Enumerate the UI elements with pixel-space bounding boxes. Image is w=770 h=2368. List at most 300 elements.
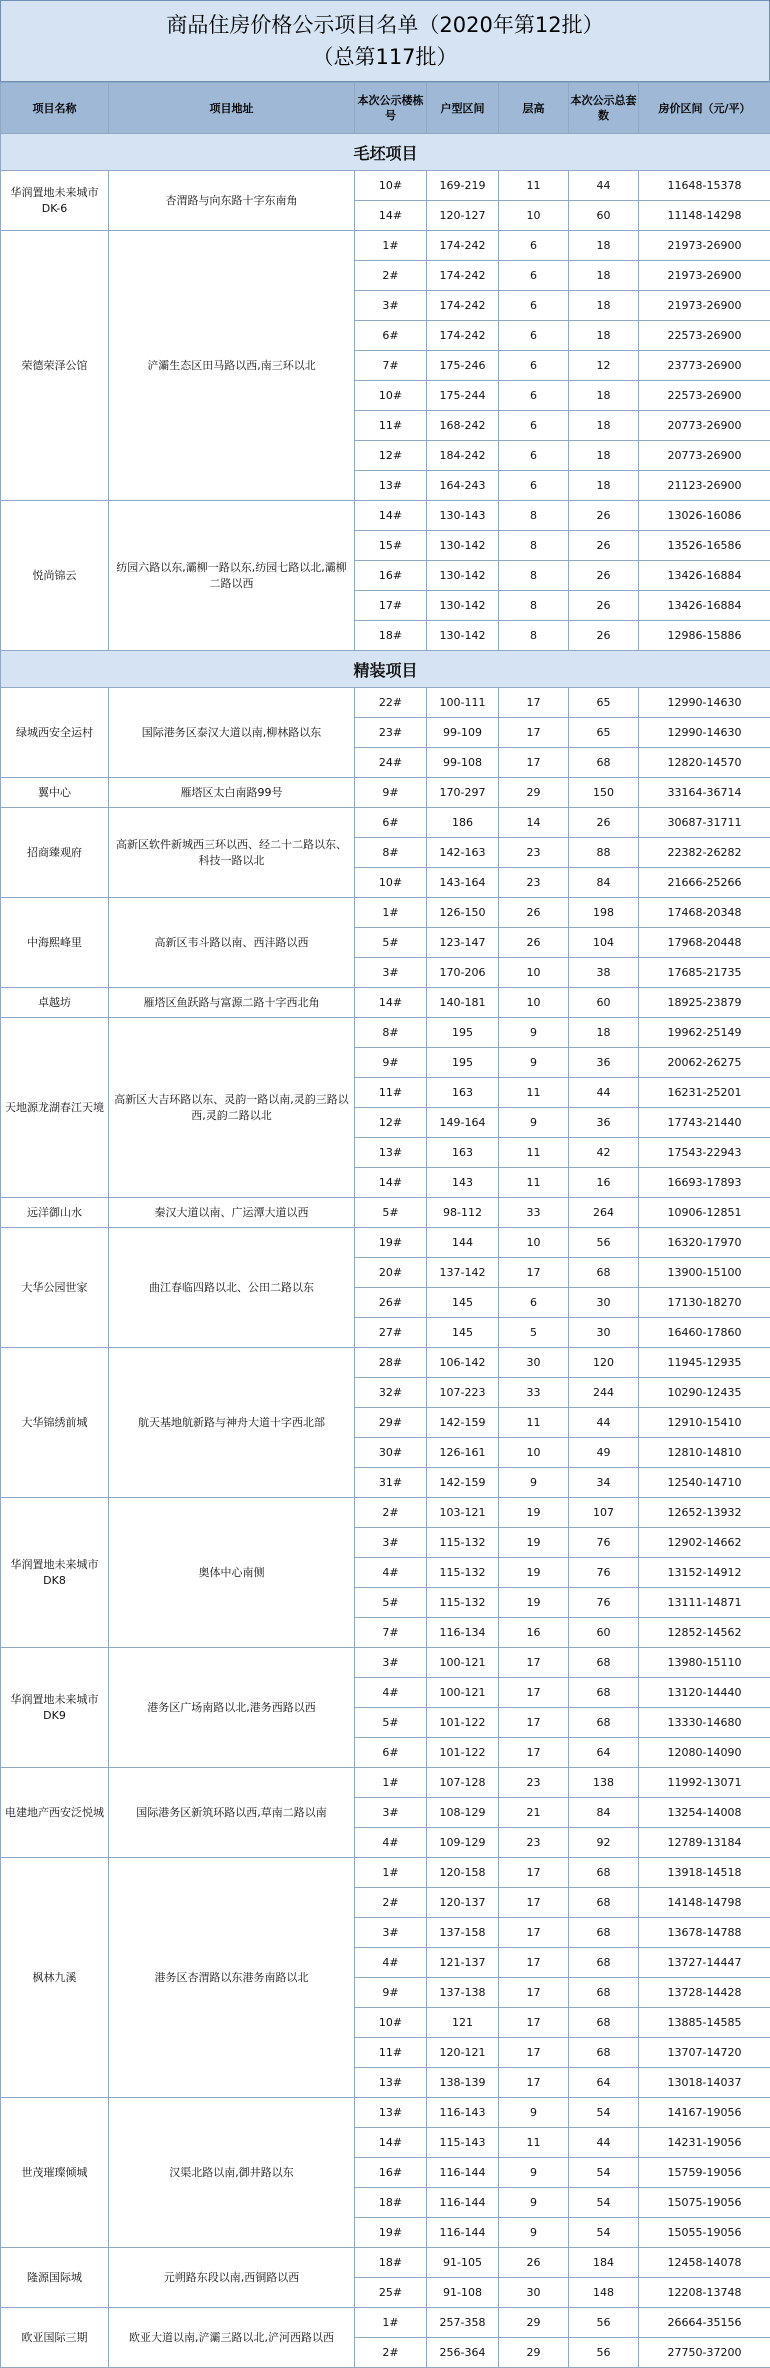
building-number-cell: 2# bbox=[355, 1888, 427, 1918]
total-units-cell: 44 bbox=[569, 1408, 639, 1438]
building-number-cell: 25# bbox=[355, 2278, 427, 2308]
floors-cell: 11 bbox=[499, 1138, 569, 1168]
header-total-units: 本次公示总套数 bbox=[569, 83, 639, 134]
price-range-cell: 13980-15110 bbox=[639, 1648, 770, 1678]
floors-cell: 10 bbox=[499, 1438, 569, 1468]
unit-area-cell: 163 bbox=[427, 1138, 499, 1168]
floors-cell: 6 bbox=[499, 471, 569, 501]
unit-area-cell: 137-142 bbox=[427, 1258, 499, 1288]
header-floors: 层高 bbox=[499, 83, 569, 134]
building-number-cell: 28# bbox=[355, 1348, 427, 1378]
project-address-cell: 秦汉大道以南、广运潭大道以西 bbox=[109, 1198, 355, 1228]
building-number-cell: 10# bbox=[355, 171, 427, 201]
price-range-cell: 20773-26900 bbox=[639, 441, 770, 471]
building-number-cell: 6# bbox=[355, 321, 427, 351]
unit-area-cell: 184-242 bbox=[427, 441, 499, 471]
project-name-cell: 华润置地未来城市DK-6 bbox=[1, 171, 109, 231]
floors-cell: 9 bbox=[499, 2218, 569, 2248]
price-range-cell: 13330-14680 bbox=[639, 1708, 770, 1738]
floors-cell: 10 bbox=[499, 958, 569, 988]
price-range-cell: 13254-14008 bbox=[639, 1798, 770, 1828]
floors-cell: 6 bbox=[499, 411, 569, 441]
total-units-cell: 68 bbox=[569, 1858, 639, 1888]
header-price-range: 房价区间（元/平） bbox=[639, 83, 770, 134]
unit-area-cell: 121 bbox=[427, 2008, 499, 2038]
total-units-cell: 26 bbox=[569, 531, 639, 561]
total-units-cell: 18 bbox=[569, 471, 639, 501]
floors-cell: 6 bbox=[499, 291, 569, 321]
floors-cell: 11 bbox=[499, 2128, 569, 2158]
total-units-cell: 68 bbox=[569, 1648, 639, 1678]
price-range-cell: 17968-20448 bbox=[639, 928, 770, 958]
project-name-cell: 卓越坊 bbox=[1, 988, 109, 1018]
unit-area-cell: 120-158 bbox=[427, 1858, 499, 1888]
table-row bbox=[1, 1498, 770, 1528]
floors-cell: 6 bbox=[499, 261, 569, 291]
table-row bbox=[1, 1858, 770, 1888]
floors-cell: 17 bbox=[499, 2068, 569, 2098]
unit-area-cell: 107-128 bbox=[427, 1768, 499, 1798]
floors-cell: 23 bbox=[499, 1768, 569, 1798]
floors-cell: 26 bbox=[499, 2248, 569, 2278]
price-range-cell: 12540-14710 bbox=[639, 1468, 770, 1498]
table-row bbox=[1, 1348, 770, 1378]
unit-area-cell: 145 bbox=[427, 1318, 499, 1348]
table-row bbox=[1, 1018, 770, 1048]
floors-cell: 17 bbox=[499, 1918, 569, 1948]
unit-area-cell: 174-242 bbox=[427, 231, 499, 261]
table-row bbox=[1, 778, 770, 808]
floors-cell: 6 bbox=[499, 351, 569, 381]
total-units-cell: 264 bbox=[569, 1198, 639, 1228]
total-units-cell: 68 bbox=[569, 1708, 639, 1738]
header-unit-area-range: 户型区间 bbox=[427, 83, 499, 134]
project-address-cell: 浐灞生态区田马路以西,南三环以北 bbox=[109, 231, 355, 501]
unit-area-cell: 103-121 bbox=[427, 1498, 499, 1528]
unit-area-cell: 174-242 bbox=[427, 321, 499, 351]
unit-area-cell: 174-242 bbox=[427, 291, 499, 321]
total-units-cell: 76 bbox=[569, 1558, 639, 1588]
table-row bbox=[1, 2248, 770, 2278]
table-row bbox=[1, 1768, 770, 1798]
price-range-cell: 12789-13184 bbox=[639, 1828, 770, 1858]
price-range-cell: 14231-19056 bbox=[639, 2128, 770, 2158]
price-range-cell: 21973-26900 bbox=[639, 261, 770, 291]
project-name-cell: 大华公园世家 bbox=[1, 1228, 109, 1348]
building-number-cell: 14# bbox=[355, 2128, 427, 2158]
building-number-cell: 5# bbox=[355, 928, 427, 958]
total-units-cell: 18 bbox=[569, 441, 639, 471]
table-row bbox=[1, 171, 770, 201]
floors-cell: 17 bbox=[499, 2008, 569, 2038]
floors-cell: 19 bbox=[499, 1528, 569, 1558]
floors-cell: 33 bbox=[499, 1198, 569, 1228]
floors-cell: 10 bbox=[499, 1228, 569, 1258]
price-range-cell: 12990-14630 bbox=[639, 688, 770, 718]
total-units-cell: 65 bbox=[569, 688, 639, 718]
price-range-cell: 21973-26900 bbox=[639, 291, 770, 321]
price-range-cell: 11992-13071 bbox=[639, 1768, 770, 1798]
total-units-cell: 60 bbox=[569, 988, 639, 1018]
total-units-cell: 76 bbox=[569, 1588, 639, 1618]
floors-cell: 17 bbox=[499, 688, 569, 718]
unit-area-cell: 142-159 bbox=[427, 1468, 499, 1498]
project-address-cell: 雁塔区鱼跃路与富源二路十字西北角 bbox=[109, 988, 355, 1018]
building-number-cell: 17# bbox=[355, 591, 427, 621]
project-name-cell: 绿城西安全运村 bbox=[1, 688, 109, 778]
unit-area-cell: 186 bbox=[427, 808, 499, 838]
unit-area-cell: 130-142 bbox=[427, 591, 499, 621]
price-range-cell: 27750-37200 bbox=[639, 2338, 770, 2368]
building-number-cell: 3# bbox=[355, 291, 427, 321]
total-units-cell: 26 bbox=[569, 808, 639, 838]
total-units-cell: 60 bbox=[569, 201, 639, 231]
building-number-cell: 2# bbox=[355, 261, 427, 291]
total-units-cell: 16 bbox=[569, 1168, 639, 1198]
total-units-cell: 38 bbox=[569, 958, 639, 988]
header-building-number: 本次公示楼栋号 bbox=[355, 83, 427, 134]
unit-area-cell: 195 bbox=[427, 1048, 499, 1078]
unit-area-cell: 257-358 bbox=[427, 2308, 499, 2338]
total-units-cell: 64 bbox=[569, 1738, 639, 1768]
unit-area-cell: 116-144 bbox=[427, 2218, 499, 2248]
unit-area-cell: 120-137 bbox=[427, 1888, 499, 1918]
price-range-cell: 26664-35156 bbox=[639, 2308, 770, 2338]
building-number-cell: 14# bbox=[355, 988, 427, 1018]
total-units-cell: 76 bbox=[569, 1528, 639, 1558]
floors-cell: 23 bbox=[499, 868, 569, 898]
price-range-cell: 10906-12851 bbox=[639, 1198, 770, 1228]
price-range-cell: 22573-26900 bbox=[639, 381, 770, 411]
building-number-cell: 3# bbox=[355, 1798, 427, 1828]
unit-area-cell: 126-161 bbox=[427, 1438, 499, 1468]
table-row bbox=[1, 988, 770, 1018]
building-number-cell: 1# bbox=[355, 898, 427, 928]
building-number-cell: 19# bbox=[355, 2218, 427, 2248]
building-number-cell: 5# bbox=[355, 1708, 427, 1738]
building-number-cell: 6# bbox=[355, 1738, 427, 1768]
project-name-cell: 悦尚锦云 bbox=[1, 501, 109, 651]
building-number-cell: 3# bbox=[355, 1648, 427, 1678]
unit-area-cell: 164-243 bbox=[427, 471, 499, 501]
project-address-cell: 曲江春临四路以北、公田二路以东 bbox=[109, 1228, 355, 1348]
unit-area-cell: 175-244 bbox=[427, 381, 499, 411]
total-units-cell: 30 bbox=[569, 1318, 639, 1348]
project-address-cell: 奥体中心南侧 bbox=[109, 1498, 355, 1648]
building-number-cell: 2# bbox=[355, 1498, 427, 1528]
total-units-cell: 104 bbox=[569, 928, 639, 958]
project-address-cell: 高新区软件新城西三环以西、经二十二路以东、科技一路以北 bbox=[109, 808, 355, 898]
building-number-cell: 11# bbox=[355, 2038, 427, 2068]
floors-cell: 11 bbox=[499, 1168, 569, 1198]
building-number-cell: 9# bbox=[355, 1978, 427, 2008]
floors-cell: 16 bbox=[499, 1618, 569, 1648]
table-row bbox=[1, 2308, 770, 2338]
total-units-cell: 26 bbox=[569, 561, 639, 591]
table-row bbox=[1, 688, 770, 718]
price-range-cell: 11648-15378 bbox=[639, 171, 770, 201]
building-number-cell: 10# bbox=[355, 381, 427, 411]
page-title-line2: （总第117批） bbox=[312, 41, 457, 73]
floors-cell: 9 bbox=[499, 1468, 569, 1498]
total-units-cell: 138 bbox=[569, 1768, 639, 1798]
price-range-cell: 30687-31711 bbox=[639, 808, 770, 838]
total-units-cell: 30 bbox=[569, 1288, 639, 1318]
unit-area-cell: 163 bbox=[427, 1078, 499, 1108]
unit-area-cell: 130-143 bbox=[427, 501, 499, 531]
section-label: 毛坯项目 bbox=[1, 134, 770, 171]
price-range-cell: 12820-14570 bbox=[639, 748, 770, 778]
project-address-cell: 杏渭路与向东路十字东南角 bbox=[109, 171, 355, 231]
price-range-cell: 18925-23879 bbox=[639, 988, 770, 1018]
section-header-row bbox=[1, 651, 770, 688]
unit-area-cell: 142-163 bbox=[427, 838, 499, 868]
building-number-cell: 29# bbox=[355, 1408, 427, 1438]
floors-cell: 6 bbox=[499, 321, 569, 351]
table-header-row bbox=[1, 83, 770, 134]
header-project-address: 项目地址 bbox=[109, 83, 355, 134]
project-address-cell: 港务区杏渭路以东港务南路以北 bbox=[109, 1858, 355, 2098]
unit-area-cell: 100-121 bbox=[427, 1678, 499, 1708]
price-range-cell: 21973-26900 bbox=[639, 231, 770, 261]
floors-cell: 23 bbox=[499, 838, 569, 868]
floors-cell: 9 bbox=[499, 1018, 569, 1048]
building-number-cell: 23# bbox=[355, 718, 427, 748]
unit-area-cell: 143-164 bbox=[427, 868, 499, 898]
price-range-cell: 13026-16086 bbox=[639, 501, 770, 531]
unit-area-cell: 107-223 bbox=[427, 1378, 499, 1408]
total-units-cell: 54 bbox=[569, 2158, 639, 2188]
project-address-cell: 高新区大吉环路以东、灵韵一路以南,灵韵三路以西,灵韵二路以北 bbox=[109, 1018, 355, 1198]
project-address-cell: 元朔路东段以南,西铜路以西 bbox=[109, 2248, 355, 2308]
floors-cell: 29 bbox=[499, 2308, 569, 2338]
building-number-cell: 13# bbox=[355, 471, 427, 501]
project-name-cell: 欧亚国际三期 bbox=[1, 2308, 109, 2368]
unit-area-cell: 121-137 bbox=[427, 1948, 499, 1978]
total-units-cell: 26 bbox=[569, 591, 639, 621]
building-number-cell: 16# bbox=[355, 561, 427, 591]
table-row bbox=[1, 501, 770, 531]
table-body bbox=[1, 134, 770, 2368]
building-number-cell: 5# bbox=[355, 1588, 427, 1618]
price-range-cell: 20773-26900 bbox=[639, 411, 770, 441]
building-number-cell: 3# bbox=[355, 1528, 427, 1558]
building-number-cell: 27# bbox=[355, 1318, 427, 1348]
section-header-row bbox=[1, 134, 770, 171]
unit-area-cell: 142-159 bbox=[427, 1408, 499, 1438]
floors-cell: 9 bbox=[499, 2158, 569, 2188]
building-number-cell: 9# bbox=[355, 778, 427, 808]
total-units-cell: 54 bbox=[569, 2188, 639, 2218]
floors-cell: 17 bbox=[499, 2038, 569, 2068]
building-number-cell: 10# bbox=[355, 868, 427, 898]
table-row bbox=[1, 1198, 770, 1228]
building-number-cell: 30# bbox=[355, 1438, 427, 1468]
floors-cell: 9 bbox=[499, 1108, 569, 1138]
building-number-cell: 8# bbox=[355, 1018, 427, 1048]
total-units-cell: 184 bbox=[569, 2248, 639, 2278]
floors-cell: 10 bbox=[499, 988, 569, 1018]
unit-area-cell: 123-147 bbox=[427, 928, 499, 958]
project-address-cell: 汉渠北路以南,御井路以东 bbox=[109, 2098, 355, 2248]
price-range-cell: 11148-14298 bbox=[639, 201, 770, 231]
unit-area-cell: 100-121 bbox=[427, 1648, 499, 1678]
section-label: 精装项目 bbox=[1, 651, 770, 688]
building-number-cell: 11# bbox=[355, 1078, 427, 1108]
price-range-cell: 14148-14798 bbox=[639, 1888, 770, 1918]
project-name-cell: 世茂璀璨倾城 bbox=[1, 2098, 109, 2248]
price-range-cell: 12080-14090 bbox=[639, 1738, 770, 1768]
floors-cell: 30 bbox=[499, 2278, 569, 2308]
price-range-cell: 13152-14912 bbox=[639, 1558, 770, 1588]
unit-area-cell: 143 bbox=[427, 1168, 499, 1198]
floors-cell: 9 bbox=[499, 2098, 569, 2128]
unit-area-cell: 168-242 bbox=[427, 411, 499, 441]
unit-area-cell: 170-297 bbox=[427, 778, 499, 808]
unit-area-cell: 98-112 bbox=[427, 1198, 499, 1228]
total-units-cell: 56 bbox=[569, 1228, 639, 1258]
project-address-cell: 高新区韦斗路以南、西沣路以西 bbox=[109, 898, 355, 988]
floors-cell: 8 bbox=[499, 501, 569, 531]
floors-cell: 17 bbox=[499, 1888, 569, 1918]
building-number-cell: 6# bbox=[355, 808, 427, 838]
floors-cell: 17 bbox=[499, 1858, 569, 1888]
project-name-cell: 远洋御山水 bbox=[1, 1198, 109, 1228]
total-units-cell: 44 bbox=[569, 1078, 639, 1108]
building-number-cell: 13# bbox=[355, 2098, 427, 2128]
price-range-cell: 16231-25201 bbox=[639, 1078, 770, 1108]
unit-area-cell: 140-181 bbox=[427, 988, 499, 1018]
price-range-cell: 17685-21735 bbox=[639, 958, 770, 988]
unit-area-cell: 91-108 bbox=[427, 2278, 499, 2308]
floors-cell: 17 bbox=[499, 1648, 569, 1678]
floors-cell: 14 bbox=[499, 808, 569, 838]
project-address-cell: 港务区广场南路以北,港务西路以西 bbox=[109, 1648, 355, 1768]
unit-area-cell: 101-122 bbox=[427, 1708, 499, 1738]
price-range-cell: 16693-17893 bbox=[639, 1168, 770, 1198]
unit-area-cell: 106-142 bbox=[427, 1348, 499, 1378]
price-range-cell: 13727-14447 bbox=[639, 1948, 770, 1978]
unit-area-cell: 138-139 bbox=[427, 2068, 499, 2098]
price-range-cell: 33164-36714 bbox=[639, 778, 770, 808]
building-number-cell: 3# bbox=[355, 958, 427, 988]
price-range-cell: 12652-13932 bbox=[639, 1498, 770, 1528]
total-units-cell: 54 bbox=[569, 2218, 639, 2248]
price-range-cell: 13707-14720 bbox=[639, 2038, 770, 2068]
table-row bbox=[1, 1648, 770, 1678]
project-address-cell: 国际港务区新筑环路以西,草南二路以南 bbox=[109, 1768, 355, 1858]
price-range-cell: 22382-26282 bbox=[639, 838, 770, 868]
page-title bbox=[0, 0, 770, 82]
building-number-cell: 1# bbox=[355, 231, 427, 261]
price-range-cell: 20062-26275 bbox=[639, 1048, 770, 1078]
floors-cell: 17 bbox=[499, 1978, 569, 2008]
unit-area-cell: 116-134 bbox=[427, 1618, 499, 1648]
price-range-cell: 17130-18270 bbox=[639, 1288, 770, 1318]
price-range-cell: 22573-26900 bbox=[639, 321, 770, 351]
price-range-cell: 12902-14662 bbox=[639, 1528, 770, 1558]
building-number-cell: 24# bbox=[355, 748, 427, 778]
building-number-cell: 16# bbox=[355, 2158, 427, 2188]
unit-area-cell: 91-105 bbox=[427, 2248, 499, 2278]
total-units-cell: 49 bbox=[569, 1438, 639, 1468]
unit-area-cell: 116-143 bbox=[427, 2098, 499, 2128]
unit-area-cell: 99-109 bbox=[427, 718, 499, 748]
floors-cell: 8 bbox=[499, 531, 569, 561]
floors-cell: 11 bbox=[499, 1078, 569, 1108]
floors-cell: 23 bbox=[499, 1828, 569, 1858]
building-number-cell: 31# bbox=[355, 1468, 427, 1498]
floors-cell: 10 bbox=[499, 201, 569, 231]
floors-cell: 29 bbox=[499, 778, 569, 808]
unit-area-cell: 256-364 bbox=[427, 2338, 499, 2368]
total-units-cell: 68 bbox=[569, 1888, 639, 1918]
project-address-cell: 欧亚大道以南,浐灞三路以北,浐河西路以西 bbox=[109, 2308, 355, 2368]
price-range-cell: 21666-25266 bbox=[639, 868, 770, 898]
building-number-cell: 22# bbox=[355, 688, 427, 718]
floors-cell: 26 bbox=[499, 928, 569, 958]
unit-area-cell: 120-127 bbox=[427, 201, 499, 231]
total-units-cell: 12 bbox=[569, 351, 639, 381]
floors-cell: 6 bbox=[499, 441, 569, 471]
unit-area-cell: 100-111 bbox=[427, 688, 499, 718]
total-units-cell: 34 bbox=[569, 1468, 639, 1498]
total-units-cell: 36 bbox=[569, 1048, 639, 1078]
building-number-cell: 4# bbox=[355, 1558, 427, 1588]
floors-cell: 19 bbox=[499, 1558, 569, 1588]
project-name-cell: 华润置地未来城市DK8 bbox=[1, 1498, 109, 1648]
building-number-cell: 8# bbox=[355, 838, 427, 868]
price-range-cell: 16320-17970 bbox=[639, 1228, 770, 1258]
price-range-cell: 12852-14562 bbox=[639, 1618, 770, 1648]
total-units-cell: 18 bbox=[569, 411, 639, 441]
floors-cell: 26 bbox=[499, 898, 569, 928]
floors-cell: 17 bbox=[499, 1738, 569, 1768]
total-units-cell: 54 bbox=[569, 2098, 639, 2128]
building-number-cell: 5# bbox=[355, 1198, 427, 1228]
building-number-cell: 9# bbox=[355, 1048, 427, 1078]
unit-area-cell: 101-122 bbox=[427, 1738, 499, 1768]
building-number-cell: 14# bbox=[355, 501, 427, 531]
floors-cell: 17 bbox=[499, 718, 569, 748]
price-range-cell: 17743-21440 bbox=[639, 1108, 770, 1138]
floors-cell: 17 bbox=[499, 748, 569, 778]
price-range-cell: 23773-26900 bbox=[639, 351, 770, 381]
unit-area-cell: 145 bbox=[427, 1288, 499, 1318]
unit-area-cell: 169-219 bbox=[427, 171, 499, 201]
building-number-cell: 12# bbox=[355, 441, 427, 471]
building-number-cell: 14# bbox=[355, 201, 427, 231]
table-row bbox=[1, 231, 770, 261]
unit-area-cell: 99-108 bbox=[427, 748, 499, 778]
total-units-cell: 244 bbox=[569, 1378, 639, 1408]
project-address-cell: 雁塔区太白南路99号 bbox=[109, 778, 355, 808]
total-units-cell: 120 bbox=[569, 1348, 639, 1378]
floors-cell: 17 bbox=[499, 1948, 569, 1978]
building-number-cell: 4# bbox=[355, 1678, 427, 1708]
unit-area-cell: 144 bbox=[427, 1228, 499, 1258]
price-range-cell: 13885-14585 bbox=[639, 2008, 770, 2038]
unit-area-cell: 137-158 bbox=[427, 1918, 499, 1948]
price-range-cell: 13426-16884 bbox=[639, 591, 770, 621]
total-units-cell: 18 bbox=[569, 231, 639, 261]
total-units-cell: 26 bbox=[569, 501, 639, 531]
total-units-cell: 198 bbox=[569, 898, 639, 928]
total-units-cell: 42 bbox=[569, 1138, 639, 1168]
table-row bbox=[1, 898, 770, 928]
project-name-cell: 中海熙峰里 bbox=[1, 898, 109, 988]
unit-area-cell: 174-242 bbox=[427, 261, 499, 291]
